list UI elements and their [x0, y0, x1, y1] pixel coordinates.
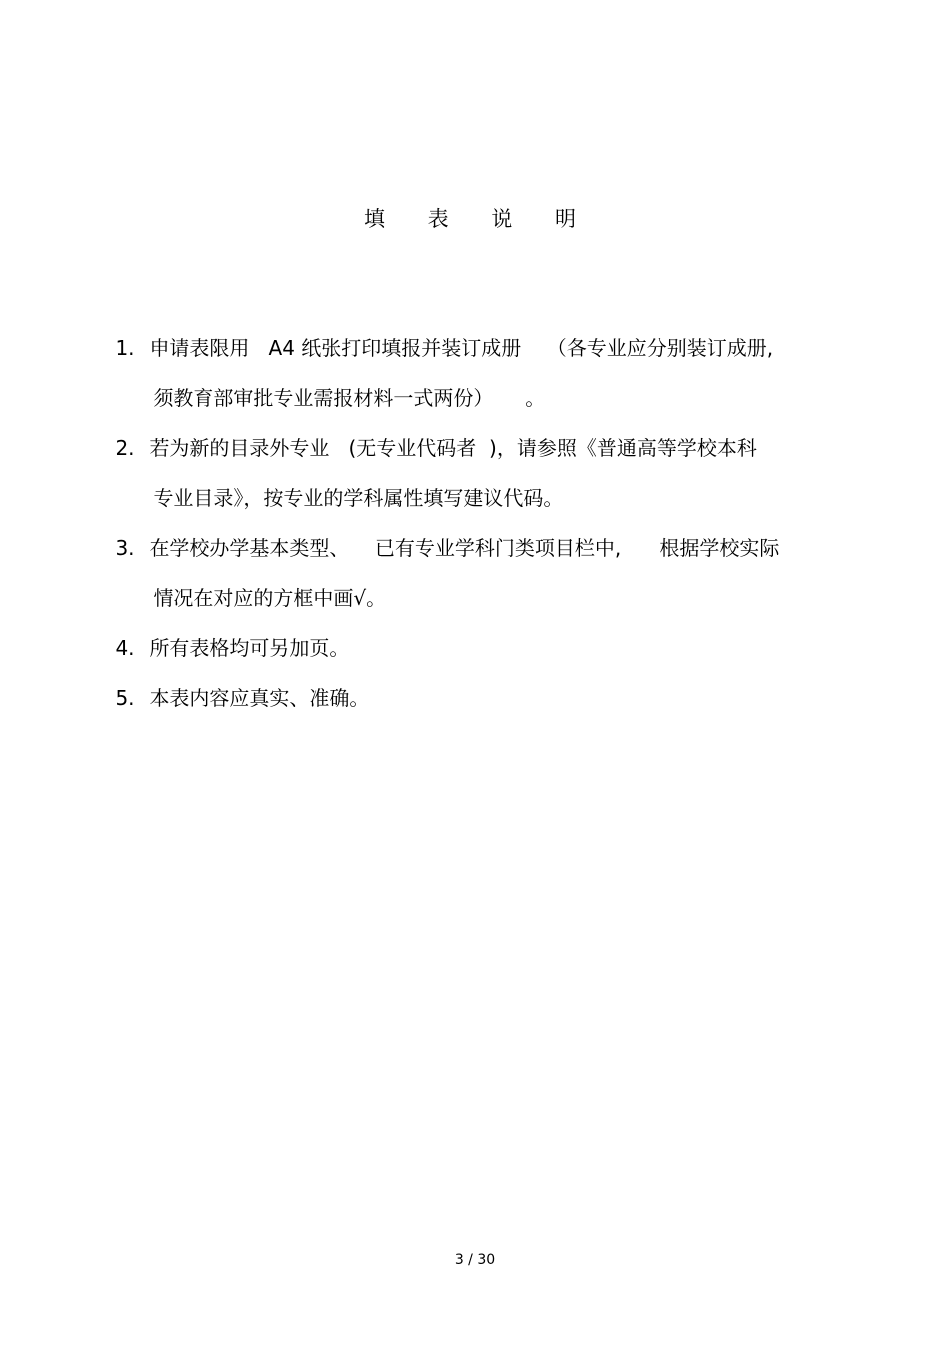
- item-text-line: 申请表限用 A4 纸张打印填报并装订成册 （各专业应分别装订成册,: [149, 336, 774, 360]
- item-text-line: 若为新的目录外专业 (无专业代码者 )，请参照《普通高等学校本科: [149, 436, 757, 460]
- item-text-line: 所有表格均可另加页。: [149, 636, 350, 660]
- item-text-line: 情况在对应的方框中画√。: [153, 586, 387, 610]
- item-text-line: 专业目录》，按专业的学科属性填写建议代码。: [153, 486, 564, 510]
- item-number: 1.: [115, 336, 135, 360]
- item-number: 3.: [115, 536, 135, 560]
- item-text-line: 本表内容应真实、准确。: [149, 686, 370, 710]
- page-number: 3 / 30: [454, 1252, 496, 1268]
- item-number: 4.: [115, 636, 135, 660]
- item-text-line: 在学校办学基本类型、 已有专业学科门类项目栏中, 根据学校实际: [149, 536, 780, 560]
- item-text-line: 须教育部审批专业需报材料一式两份） 。: [153, 386, 546, 410]
- instruction-item-5: [90, 656, 369, 740]
- item-number: 2.: [115, 436, 135, 460]
- item-number: 5.: [115, 686, 135, 710]
- page-title: 填 表 说 明: [363, 207, 595, 231]
